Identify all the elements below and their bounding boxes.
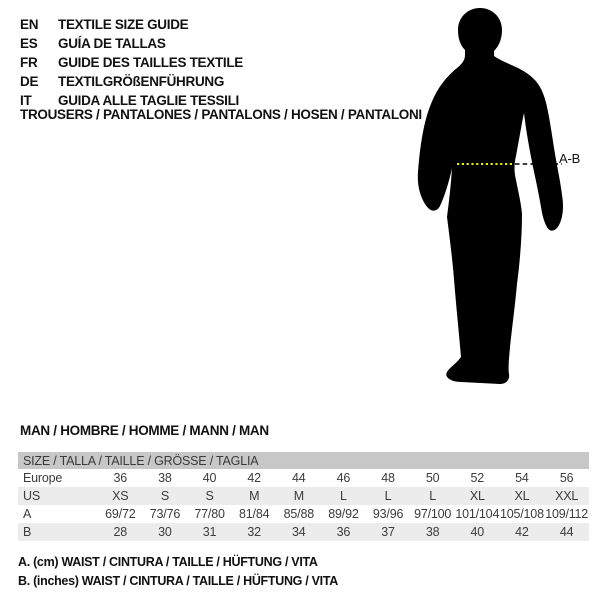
table-row-us <box>18 487 589 505</box>
cell: L <box>429 489 437 503</box>
cell: 48 <box>381 471 395 485</box>
cell: 77/80 <box>194 507 225 521</box>
row-label: US <box>23 489 40 503</box>
man-silhouette-figure <box>405 5 575 390</box>
cell: 44 <box>559 525 574 539</box>
cell: L <box>340 489 347 503</box>
cell: 101/104 <box>455 507 500 521</box>
language-label: GUIDE DES TAILLES TEXTILE <box>58 55 244 70</box>
language-label: TEXTILGRÖßENFÜHRUNG <box>58 74 225 89</box>
cell: 37 <box>381 525 395 539</box>
cell: XL <box>469 489 485 503</box>
table-row-a-cm <box>18 505 589 523</box>
language-code: ES <box>20 36 38 51</box>
language-row <box>20 53 243 72</box>
language-label: GUIDA ALLE TAGLIE TESSILI <box>58 93 239 108</box>
cell: 54 <box>515 471 529 485</box>
language-code: EN <box>20 17 39 32</box>
language-code: DE <box>20 74 39 89</box>
man-silhouette-shape <box>418 8 563 384</box>
cell: 69/72 <box>105 507 136 521</box>
cell: 56 <box>559 471 574 485</box>
cell: 81/84 <box>239 507 270 521</box>
row-label: A <box>23 507 32 521</box>
cell: 52 <box>470 471 485 485</box>
cell: 28 <box>113 525 128 539</box>
size-table <box>18 452 589 541</box>
cell: 89/92 <box>328 507 359 521</box>
cell: S <box>160 489 169 503</box>
language-label: GUÍA DE TALLAS <box>58 36 166 51</box>
language-row <box>20 15 243 34</box>
language-code: FR <box>20 55 38 70</box>
cell: XL <box>514 489 530 503</box>
cell: 73/76 <box>149 507 181 521</box>
language-label: TEXTILE SIZE GUIDE <box>58 17 189 32</box>
cell: 38 <box>425 525 440 539</box>
cell: 31 <box>202 525 217 539</box>
cell: S <box>205 489 214 503</box>
row-label: Europe <box>23 471 63 485</box>
note-a: A. (cm) WAIST / CINTURA / TAILLE / HÜFTUNG / VITA <box>18 555 318 569</box>
cell: 93/96 <box>372 507 404 521</box>
cell: 105/108 <box>500 507 544 521</box>
size-table-header-row <box>18 452 589 469</box>
cell: 36 <box>336 525 351 539</box>
language-row <box>20 34 243 53</box>
cell: L <box>384 489 392 503</box>
measurement-notes <box>18 553 338 590</box>
measure-label: A-B <box>559 151 581 166</box>
cell: XXL <box>555 489 579 503</box>
section-title: MAN / HOMBRE / HOMME / MANN / MAN <box>20 423 269 438</box>
cell: XS <box>112 489 129 503</box>
note-b: B. (inches) WAIST / CINTURA / TAILLE / HÜFTUNG / VITA <box>18 573 338 588</box>
cell: 97/100 <box>414 507 452 521</box>
language-code: IT <box>20 93 32 108</box>
cell: 42 <box>247 471 261 485</box>
language-row <box>20 72 243 91</box>
cell: 42 <box>515 525 529 539</box>
cell: 40 <box>202 471 217 485</box>
cell: 34 <box>292 525 306 539</box>
table-row-b-inches <box>18 523 589 541</box>
row-label: B <box>23 525 32 539</box>
cell: 85/88 <box>283 507 314 521</box>
cell: M <box>249 489 260 503</box>
cell: 30 <box>158 525 172 539</box>
cell: 50 <box>425 471 440 485</box>
cell: 38 <box>158 471 172 485</box>
language-list <box>20 15 243 110</box>
cell: 46 <box>336 471 351 485</box>
size-table-header: SIZE / TALLA / TAILLE / GRÖSSE / TAGLIA <box>18 452 589 469</box>
cell: M <box>293 489 304 503</box>
cell: 109/112 <box>545 507 589 521</box>
cell: 44 <box>292 471 306 485</box>
cell: 36 <box>113 471 128 485</box>
cell: 32 <box>247 525 261 539</box>
category-title: TROUSERS / PANTALONES / PANTALONS / HOSEN / PANTALONI <box>20 107 422 122</box>
cell: 40 <box>470 525 485 539</box>
table-row-europe <box>18 469 589 487</box>
